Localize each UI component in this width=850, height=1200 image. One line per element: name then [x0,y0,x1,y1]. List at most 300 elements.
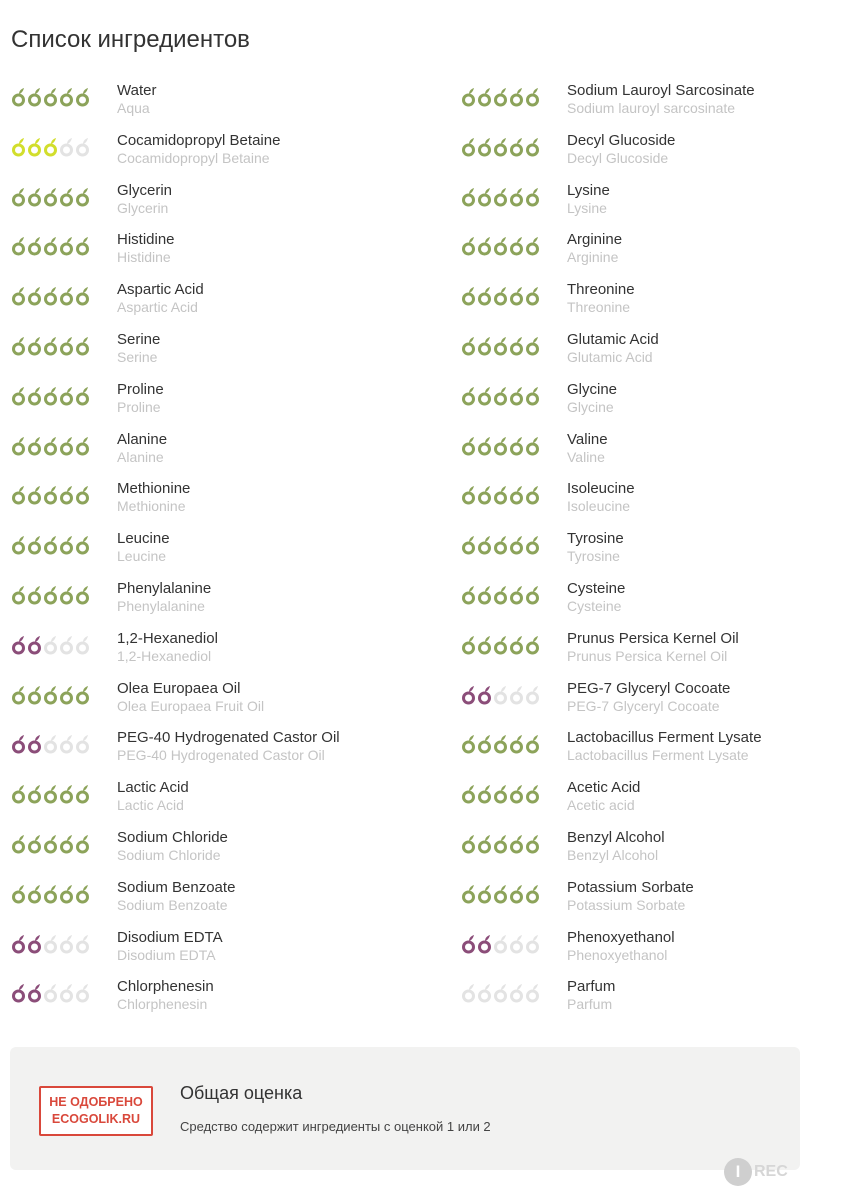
ingredient-rating [11,187,90,207]
olive-drop-icon [477,685,492,705]
ingredient-rating [11,535,90,555]
ingredient-text [567,580,625,615]
olive-drop-icon [525,884,540,904]
ingredient-row[interactable] [450,378,850,428]
ingredient-row[interactable] [0,179,400,229]
olive-drop-icon [477,485,492,505]
ingredient-text [117,829,228,864]
ingredient-name: Arginine [567,231,623,249]
ingredient-row[interactable] [450,228,850,278]
olive-drop-icon [525,386,540,406]
ingredient-inci-name: PEG-40 Hydrogenated Castor Oil [117,747,325,764]
ingredient-rating [11,386,90,406]
olive-drop-icon [75,485,90,505]
ingredient-text [117,480,190,515]
olive-drop-icon [43,485,58,505]
ingredient-rating [461,236,540,256]
ingredient-text [567,729,762,764]
olive-drop-icon [461,436,476,456]
ingredient-name: Leucine [117,530,170,548]
ingredient-inci-name: Sodium Benzoate [117,896,228,913]
ingredient-name: Lysine [567,181,610,199]
ingredient-text [117,929,223,964]
olive-drop-icon [461,834,476,854]
olive-drop-icon [525,834,540,854]
olive-drop-icon [493,87,508,107]
olive-drop-icon [43,336,58,356]
ingredient-text [567,331,659,366]
ingredient-text [117,580,211,615]
ingredient-name: Methionine [117,480,191,498]
ingredient-row[interactable] [0,975,400,1025]
olive-drop-icon [27,685,42,705]
ingredient-name: Cocamidopropyl Betaine [117,131,281,149]
ingredient-row[interactable] [450,975,850,1025]
olive-drop-icon [75,983,90,1003]
ingredient-text [567,630,739,665]
olive-drop-icon [461,137,476,157]
olive-drop-icon [75,585,90,605]
ingredient-text [567,281,635,316]
ingredient-name: Cysteine [567,579,626,597]
ingredient-rating [461,485,540,505]
ingredient-text [117,132,280,167]
ingredient-rating [461,187,540,207]
ingredient-inci-name: Glutamic Acid [567,348,653,365]
olive-drop-icon [509,934,524,954]
olive-drop-icon [477,635,492,655]
watermark [724,1158,794,1188]
ingredient-name: Histidine [117,231,175,249]
olive-drop-icon [525,685,540,705]
ingredient-rating [461,436,540,456]
ingredient-rating [11,87,90,107]
ingredient-text [567,530,624,565]
ingredient-name: Sodium Chloride [117,828,228,846]
olive-drop-icon [59,485,74,505]
ingredient-row[interactable] [450,876,850,926]
ingredient-inci-name: Alanine [117,448,164,465]
olive-drop-icon [11,884,26,904]
ingredient-text [567,929,675,964]
ingredient-row[interactable] [0,677,400,727]
olive-drop-icon [525,436,540,456]
olive-drop-icon [461,386,476,406]
olive-drop-icon [525,187,540,207]
ingredient-text [117,381,164,416]
ingredient-rating [461,784,540,804]
olive-drop-icon [59,137,74,157]
ingredient-row[interactable] [0,826,400,876]
ingredient-inci-name: 1,2-Hexanediol [117,647,212,664]
ingredient-inci-name: Olea Europaea Fruit Oil [117,697,265,714]
olive-drop-icon [75,784,90,804]
ingredient-row[interactable] [0,378,400,428]
olive-drop-icon [75,635,90,655]
ingredient-name: Aspartic Acid [117,281,204,299]
ingredient-name: Lactic Acid [117,779,189,797]
ingredient-inci-name: Tyrosine [567,548,620,565]
olive-drop-icon [477,934,492,954]
ingredient-row[interactable] [450,79,850,129]
olive-drop-icon [493,286,508,306]
ingredient-rating [11,784,90,804]
olive-drop-icon [461,884,476,904]
olive-drop-icon [461,236,476,256]
overall-rating-panel [10,1047,800,1170]
ingredient-inci-name: Glycine [567,398,614,415]
olive-drop-icon [493,934,508,954]
ingredient-inci-name: Serine [117,348,158,365]
ingredient-row[interactable] [450,627,850,677]
olive-drop-icon [43,884,58,904]
ingredient-rating [461,685,540,705]
ingredient-row[interactable] [0,527,400,577]
ingredient-row[interactable] [0,129,400,179]
olive-drop-icon [525,87,540,107]
ingredient-row[interactable] [450,328,850,378]
ingredient-inci-name: Parfum [567,996,613,1013]
ingredient-name: 1,2-Hexanediol [117,629,218,647]
olive-drop-icon [509,535,524,555]
ingredient-rating [461,137,540,157]
ingredient-name: Valine [567,430,608,448]
olive-drop-icon [461,635,476,655]
olive-drop-icon [493,236,508,256]
ingredient-row[interactable] [0,278,400,328]
olive-drop-icon [493,535,508,555]
olive-drop-icon [477,983,492,1003]
olive-drop-icon [11,784,26,804]
stamp-line-1: НЕ ОДОБРЕНО [49,1095,143,1109]
ingredient-row[interactable] [450,577,850,627]
olive-drop-icon [477,187,492,207]
ingredient-inci-name: Threonine [567,299,631,316]
ingredient-inci-name: Cysteine [567,597,622,614]
ingredient-rating [11,983,90,1003]
olive-drop-icon [59,87,74,107]
olive-drop-icon [509,236,524,256]
olive-drop-icon [525,535,540,555]
ingredient-text [117,680,264,715]
ingredient-row[interactable] [0,627,400,677]
ingredient-inci-name: Valine [567,448,605,465]
olive-drop-icon [461,286,476,306]
ingredient-rating [461,934,540,954]
olive-drop-icon [59,236,74,256]
ingredient-rating [461,286,540,306]
olive-drop-icon [43,834,58,854]
ingredient-rating [461,386,540,406]
ingredient-row[interactable] [0,776,400,826]
olive-drop-icon [461,685,476,705]
ingredient-inci-name: Decyl Glucoside [567,149,669,166]
ingredient-inci-name: Prunus Persica Kernel Oil [567,647,728,664]
olive-drop-icon [43,784,58,804]
olive-drop-icon [461,934,476,954]
ingredient-inci-name: Methionine [117,498,186,515]
olive-drop-icon [461,485,476,505]
ingredient-text [117,729,340,764]
olive-drop-icon [509,834,524,854]
ingredient-text [117,978,214,1013]
olive-drop-icon [43,734,58,754]
olive-drop-icon [27,884,42,904]
ingredient-inci-name: Histidine [117,249,171,266]
olive-drop-icon [509,685,524,705]
ingredient-name: Potassium Sorbate [567,878,694,896]
ingredient-rating [11,436,90,456]
ingredient-row[interactable] [450,926,850,976]
olive-drop-icon [493,685,508,705]
ingredient-text [567,480,635,515]
olive-drop-icon [461,336,476,356]
ingredient-text [567,779,640,814]
olive-drop-icon [75,535,90,555]
ingredient-row[interactable] [450,726,850,776]
olive-drop-icon [27,983,42,1003]
olive-drop-icon [493,884,508,904]
ingredient-row[interactable] [0,228,400,278]
olive-drop-icon [525,585,540,605]
ingredient-rating [11,236,90,256]
ingredient-row[interactable] [450,677,850,727]
olive-drop-icon [509,286,524,306]
olive-drop-icon [493,635,508,655]
ingredient-row[interactable] [0,577,400,627]
olive-drop-icon [493,834,508,854]
olive-drop-icon [493,187,508,207]
olive-drop-icon [477,386,492,406]
olive-drop-icon [59,535,74,555]
olive-drop-icon [509,436,524,456]
olive-drop-icon [27,635,42,655]
ingredient-inci-name: Aqua [117,100,150,116]
olive-drop-icon [43,286,58,306]
olive-drop-icon [59,386,74,406]
ingredient-inci-name: Phenylalanine [117,597,205,614]
olive-drop-icon [59,834,74,854]
ingredient-name: Sodium Benzoate [117,878,236,896]
ingredient-rating [11,884,90,904]
olive-drop-icon [59,286,74,306]
ingredient-row[interactable] [0,428,400,478]
ingredient-rating [461,336,540,356]
ingredient-name: Lactobacillus Ferment Lysate [567,729,762,747]
ingredient-row[interactable] [450,527,850,577]
ingredient-rating [11,834,90,854]
olive-drop-icon [509,734,524,754]
ingredient-text [567,132,675,167]
ingredient-row[interactable] [450,179,850,229]
olive-drop-icon [11,236,26,256]
olive-drop-icon [59,685,74,705]
ingredient-row[interactable] [450,826,850,876]
olive-drop-icon [11,834,26,854]
olive-drop-icon [509,884,524,904]
ingredient-name: Water [117,82,157,99]
ingredient-rating [11,137,90,157]
ingredient-inci-name: Disodium EDTA [117,946,216,963]
olive-drop-icon [27,734,42,754]
olive-drop-icon [43,137,58,157]
ingredient-text [567,381,617,416]
olive-drop-icon [461,535,476,555]
ingredient-name: Serine [117,330,161,348]
olive-drop-icon [509,137,524,157]
ingredient-inci-name: Acetic acid [567,797,635,814]
olive-drop-icon [75,734,90,754]
olive-drop-icon [75,137,90,157]
ingredient-row[interactable] [0,726,400,776]
ingredient-name: Isoleucine [567,480,635,498]
olive-drop-icon [493,336,508,356]
olive-drop-icon [27,436,42,456]
olive-drop-icon [27,784,42,804]
ingredient-row[interactable] [450,428,850,478]
olive-drop-icon [59,336,74,356]
olive-drop-icon [75,884,90,904]
olive-drop-icon [11,87,26,107]
ingredient-rating [11,585,90,605]
ingredient-inci-name: Proline [117,398,161,415]
ingredient-row[interactable] [0,79,400,129]
olive-drop-icon [493,585,508,605]
ingredient-rating [461,834,540,854]
ingredient-row[interactable] [450,129,850,179]
ingredient-text [567,431,608,466]
olive-drop-icon [525,784,540,804]
olive-drop-icon [75,685,90,705]
ingredient-text [567,680,730,715]
page-title: Список ингредиентов [11,26,250,53]
olive-drop-icon [27,336,42,356]
olive-drop-icon [27,934,42,954]
olive-drop-icon [59,784,74,804]
ingredient-inci-name: Glycerin [117,199,169,216]
olive-drop-icon [27,485,42,505]
olive-drop-icon [59,436,74,456]
ingredient-text [117,231,175,266]
ingredient-inci-name: Isoleucine [567,498,631,515]
ingredient-row[interactable] [450,278,850,328]
ingredient-row[interactable] [0,328,400,378]
olive-drop-icon [75,87,90,107]
olive-drop-icon [11,137,26,157]
ingredient-inci-name: Potassium Sorbate [567,896,686,913]
ingredient-inci-name: PEG-7 Glyceryl Cocoate [567,697,720,714]
ingredient-rating [11,934,90,954]
ingredient-row[interactable] [450,776,850,826]
ingredient-inci-name: Lactobacillus Ferment Lysate [567,747,749,764]
olive-drop-icon [525,734,540,754]
ingredient-text [117,281,204,316]
olive-drop-icon [75,386,90,406]
olive-drop-icon [27,585,42,605]
ingredient-row[interactable] [0,926,400,976]
olive-drop-icon [43,585,58,605]
watermark-text: REC [754,1163,788,1180]
olive-drop-icon [525,485,540,505]
ingredient-rating [461,585,540,605]
olive-drop-icon [477,286,492,306]
olive-drop-icon [43,236,58,256]
olive-drop-icon [525,286,540,306]
olive-drop-icon [11,286,26,306]
olive-drop-icon [75,934,90,954]
ingredient-inci-name: Lactic Acid [117,797,184,814]
ingredient-name: Glycerin [117,181,173,199]
ingredient-row[interactable] [450,477,850,527]
ingredient-column-right [450,79,850,1025]
olive-drop-icon [43,983,58,1003]
olive-drop-icon [509,983,524,1003]
olive-drop-icon [477,436,492,456]
stamp-line-2: ECOGOLIK.RU [51,1112,141,1126]
ingredient-rating [11,635,90,655]
olive-drop-icon [509,386,524,406]
olive-drop-icon [461,585,476,605]
olive-drop-icon [43,87,58,107]
olive-drop-icon [27,386,42,406]
olive-drop-icon [525,336,540,356]
ingredient-name: Phenylalanine [117,579,212,597]
ingredient-name: Sodium Lauroyl Sarcosinate [567,82,755,99]
ingredient-name: Acetic Acid [567,779,641,797]
olive-drop-icon [525,983,540,1003]
ingredient-inci-name: Phenoxyethanol [567,946,668,963]
olive-drop-icon [43,685,58,705]
olive-drop-icon [477,884,492,904]
ingredient-inci-name: Sodium lauroyl sarcosinate [567,100,736,116]
ingredient-rating [11,286,90,306]
ingredient-inci-name: Lysine [567,199,607,216]
olive-drop-icon [477,784,492,804]
ingredient-row[interactable] [0,477,400,527]
olive-drop-icon [525,934,540,954]
ingredient-text [117,630,218,665]
olive-drop-icon [525,236,540,256]
ingredient-text [567,829,665,864]
olive-drop-icon [11,535,26,555]
ingredient-name: Parfum [567,978,616,996]
ingredient-inci-name: Arginine [567,249,619,266]
olive-drop-icon [493,137,508,157]
olive-drop-icon [493,983,508,1003]
overall-rating-title: Общая оценка [180,1083,303,1103]
olive-drop-icon [461,187,476,207]
olive-drop-icon [509,87,524,107]
olive-drop-icon [11,336,26,356]
ingredient-text [567,182,610,217]
olive-drop-icon [493,784,508,804]
ingredient-row[interactable] [0,876,400,926]
ingredient-name: Glycine [567,380,618,398]
ingredient-rating [11,685,90,705]
olive-drop-icon [27,535,42,555]
ingredient-text [567,978,615,1013]
olive-drop-icon [477,87,492,107]
ingredient-text [567,231,622,266]
ingredient-rating [11,734,90,754]
olive-drop-icon [11,386,26,406]
olive-drop-icon [493,734,508,754]
olive-drop-icon [75,336,90,356]
olive-drop-icon [493,386,508,406]
ingredient-name: Glutamic Acid [567,330,659,348]
olive-drop-icon [11,934,26,954]
olive-drop-icon [509,585,524,605]
